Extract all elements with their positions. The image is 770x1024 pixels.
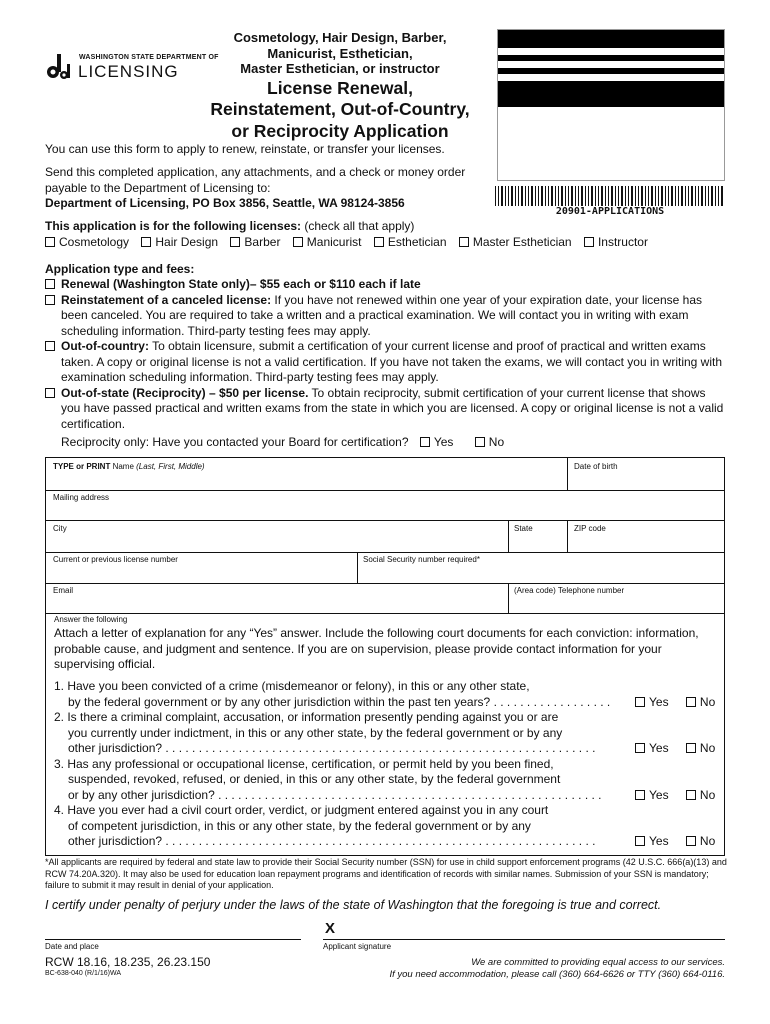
yes-label: Yes — [649, 741, 669, 755]
option-out-of-state[interactable] — [45, 386, 725, 433]
dob-field[interactable] — [574, 462, 618, 471]
barcode-icon — [495, 186, 725, 206]
license-option-label: Master Esthetician — [472, 235, 572, 249]
checkbox[interactable] — [45, 237, 55, 247]
dol-licensing-text: LICENSING — [78, 62, 179, 81]
reciprocity-no[interactable] — [475, 435, 504, 449]
office-bar — [498, 81, 724, 107]
title-main-2: Reinstatement, Out-of-Country, — [210, 99, 470, 119]
question-2-no[interactable] — [686, 741, 715, 755]
zip-label: ZIP code — [574, 524, 606, 533]
applicant-info-form — [45, 457, 725, 856]
checkbox[interactable] — [45, 341, 55, 351]
checkbox[interactable] — [635, 697, 645, 707]
yes-label: Yes — [433, 435, 454, 449]
questions-lead: Answer the following — [54, 615, 128, 624]
dol-department-text: WASHINGTON STATE DEPARTMENT OF — [79, 54, 219, 61]
out-of-country-label: Out-of-country: — [61, 339, 149, 353]
checkbox[interactable] — [584, 237, 594, 247]
name-label: Name — [110, 462, 137, 471]
reciprocity-question-text: Reciprocity only: Have you contacted your Board for certification? — [61, 435, 409, 449]
no-label: No — [699, 787, 716, 802]
perjury-certification: I certify under penalty of perjury under the laws of the state of Washington that the foregoing is true and correct. — [45, 898, 662, 912]
checkbox[interactable] — [635, 790, 645, 800]
question-2-answer — [635, 741, 715, 755]
question-4-line-2: of competent jurisdiction, in this or any other state, by the federal government or by any — [68, 818, 531, 833]
mailing-address-label: Mailing address — [53, 493, 110, 502]
license-option-esthetician[interactable] — [374, 235, 447, 249]
checkbox[interactable] — [635, 743, 645, 753]
dob-label: Date of birth — [574, 462, 618, 471]
state-field[interactable] — [514, 524, 533, 533]
name-field[interactable] — [53, 462, 205, 471]
license-option-instructor[interactable] — [584, 235, 648, 249]
question-4-line-3: other jurisdiction? . . . . . . . . . . . . . . . . . . . . . . . . . . . . . . . . . . . . . . . . . . . . . . . . . . . . . . . . . . . . . . . . . — [68, 834, 596, 848]
name-label-bold: TYPE or PRINT — [53, 462, 111, 471]
checkbox[interactable] — [459, 237, 469, 247]
accessibility-notice — [330, 957, 725, 981]
question-4-yes[interactable] — [635, 834, 669, 848]
checkbox[interactable] — [45, 388, 55, 398]
yes-label: Yes — [649, 694, 669, 709]
title-professions-2: Manicurist, Esthetician, — [267, 45, 413, 61]
renewal-label: Renewal (Washington State only) — [61, 277, 250, 291]
question-1-answer — [635, 695, 715, 709]
license-option-label: Cosmetology — [59, 235, 130, 249]
divider — [46, 490, 724, 491]
out-of-state-fee: – $50 per license. — [205, 385, 309, 400]
divider — [508, 583, 509, 613]
barcode-text: 20901-APPLICATIONS — [555, 206, 665, 217]
checkbox[interactable] — [635, 836, 645, 846]
license-number-field[interactable] — [53, 555, 178, 564]
question-3-line-2: suspended, revoked, refused, or denied, in this or any other state, by the federal government — [68, 772, 561, 786]
license-option-manicurist[interactable] — [293, 235, 362, 249]
office-bar — [498, 55, 724, 61]
license-option-hair-design[interactable] — [141, 235, 218, 249]
checkbox[interactable] — [141, 237, 151, 247]
out-of-country-text: To obtain licensure, submit a certification of your current license and proof of practical and written exams taken. A copy or original license is not a valid certification. If you have not taken the exams, we will contact you in writing with examination scheduling information. Third-party testing fees may apply. — [61, 339, 723, 384]
rcw-citation: RCW 18.16, 18.235, 26.23.150 — [45, 955, 211, 969]
zip-field[interactable] — [574, 524, 606, 533]
license-option-master-esthetician[interactable] — [459, 235, 572, 249]
question-1-yes[interactable] — [635, 695, 669, 709]
renewal-fee: – $55 each or $110 each if late — [249, 277, 421, 291]
checkbox[interactable] — [420, 437, 430, 447]
question-3-answer — [635, 788, 715, 802]
license-option-cosmetology[interactable] — [45, 235, 129, 249]
intro-line-1: You can use this form to apply to renew, reinstate, or transfer your licenses. — [45, 142, 445, 156]
license-option-barber[interactable] — [230, 235, 280, 249]
license-option-label: Manicurist — [306, 235, 362, 249]
city-field[interactable] — [53, 524, 67, 533]
yes-label: Yes — [649, 787, 669, 802]
title-main-3: or Reciprocity Application — [231, 120, 449, 141]
checkbox[interactable] — [475, 437, 485, 447]
form-title — [195, 30, 485, 141]
email-label: Email — [53, 586, 74, 595]
question-1-line-1: 1. Have you been convicted of a crime (misdemeanor or felony), in this or any other state, — [54, 679, 530, 693]
checkbox[interactable] — [293, 237, 303, 247]
question-1-line-2: by the federal government or by any other jurisdiction within the past ten years? . . . . . . . . . . . . . . . . . . — [68, 694, 611, 709]
divider — [567, 520, 568, 552]
email-field[interactable] — [53, 586, 73, 595]
checkbox[interactable] — [374, 237, 384, 247]
question-4-line-1: 4. Have you ever had a civil court order, verdict, or judgment entered against you in any court — [54, 803, 549, 817]
background-questions — [46, 613, 724, 673]
licenses-heading-text: This application is for the following licenses: — [45, 219, 302, 233]
no-label: No — [699, 741, 716, 755]
title-professions-3: Master Esthetician, or instructor — [240, 61, 440, 76]
divider — [567, 458, 568, 490]
divider — [508, 520, 509, 552]
question-3-no[interactable] — [686, 788, 715, 802]
out-of-state-text: To obtain reciprocity, submit certification of your current license that shows you have passed practical and written exams from the state in which you are licensed. A copy or original license is not a valid certification. — [61, 385, 724, 431]
reciprocity-yes[interactable] — [420, 435, 454, 449]
signature-x-mark: X — [325, 920, 336, 937]
checkbox[interactable] — [686, 743, 696, 753]
accessibility-line-2: If you need accommodation, please call (360) 664-6626 or TTY (360) 664-0116. — [389, 969, 725, 980]
date-place-line[interactable] — [45, 939, 301, 940]
form-number: BC-638-040 (R/1/16)WA — [45, 970, 121, 977]
license-checkbox-row — [45, 235, 657, 249]
title-professions-1: Cosmetology, Hair Design, Barber, — [233, 30, 447, 45]
no-label: No — [699, 834, 716, 848]
out-of-state-label: Out-of-state (Reciprocity) — [61, 385, 206, 400]
intro-line-3: payable to the Department of Licensing to: — [45, 180, 271, 195]
option-out-of-country[interactable] — [45, 339, 725, 386]
mailing-address-field[interactable] — [53, 493, 109, 502]
title-main-1: License Renewal, — [267, 77, 413, 98]
questions-instructions: Attach a letter of explanation for any “Yes” answer. Include the following court documents for each conviction: information, probable cause, and judgment and sentence. If you are on supervision, please provide contact information for your supervising official. — [54, 626, 699, 671]
application-type-heading: Application type and fees: — [45, 262, 195, 276]
ssn-disclosure-note: *All applicants are required by federal and state law to provide their Social Security number (SSN) for use in child support enforcement programs (42 U.S.C. 666(a)(13) and RCW 74.20A.320). It may also be used for education loan repayment programs and identification of records with similar names. Submission of your SSN is mandatory; failure to submit it may result in denial of your application. — [45, 857, 727, 890]
question-4-no[interactable] — [686, 834, 715, 848]
phone-field[interactable] — [514, 586, 624, 595]
reinstatement-label: Reinstatement of a canceled license: — [61, 292, 272, 307]
reciprocity-question — [61, 435, 504, 451]
divider — [46, 583, 724, 584]
name-label-note: (Last, First, Middle) — [136, 462, 205, 471]
question-2-yes[interactable] — [635, 741, 669, 755]
intro-line-2: Send this completed application, any attachments, and a check or money order — [45, 165, 466, 179]
checkbox[interactable] — [686, 836, 696, 846]
applicant-signature-label: Applicant signature — [323, 942, 392, 951]
reinstatement-text: If you have not renewed within one year of your expiration date, your license has been canceled. You are required to take a written and a practical examination. We will contact you in writing with exam scheduling information. Third-party testing fees may apply. — [61, 292, 702, 338]
checkbox[interactable] — [45, 279, 55, 289]
license-option-label: Esthetician — [387, 235, 447, 249]
checkbox[interactable] — [230, 237, 240, 247]
question-4-answer — [635, 834, 715, 848]
state-label: State — [514, 524, 533, 533]
checkbox[interactable] — [686, 697, 696, 707]
office-use-box — [497, 29, 725, 181]
license-number-label: Current or previous license number — [53, 555, 178, 564]
question-3-yes[interactable] — [635, 788, 669, 802]
divider — [357, 552, 358, 583]
ssn-field[interactable] — [363, 555, 480, 564]
dol-logo-mark-icon — [45, 54, 73, 80]
question-3-line-1: 3. Has any professional or occupational license, certification, or permit held by you been fined, — [54, 756, 554, 771]
city-label: City — [53, 524, 67, 533]
question-2-line-3: other jurisdiction? . . . . . . . . . . . . . . . . . . . . . . . . . . . . . . . . . . . . . . . . . . . . . . . . . . . . . . . . . . . . . . . . . — [68, 741, 596, 755]
office-bar — [498, 68, 724, 74]
signature-line[interactable] — [323, 939, 725, 940]
mailing-address: Department of Licensing, PO Box 3856, Seattle, WA 98124-3856 — [45, 196, 405, 210]
office-bar — [498, 30, 724, 48]
checkbox[interactable] — [686, 790, 696, 800]
question-3-line-3: or by any other jurisdiction? . . . . . . . . . . . . . . . . . . . . . . . . . . . . . . . . . . . . . . . . . . . . . . . . . . . . . . . . . . — [68, 787, 602, 802]
licenses-heading — [45, 219, 414, 235]
question-1-no[interactable] — [686, 695, 715, 709]
phone-label: (Area code) Telephone number — [514, 586, 625, 595]
dol-logo — [45, 52, 219, 81]
option-reinstatement[interactable] — [45, 293, 725, 340]
license-option-label: Barber — [244, 235, 281, 249]
licenses-heading-note: (check all that apply) — [304, 219, 415, 233]
question-2-line-2: you currently under indictment, in this or any other state, by the federal government or by any — [68, 725, 563, 740]
divider — [46, 552, 724, 553]
license-option-label: Instructor — [597, 235, 648, 249]
question-2-line-1: 2. Is there a criminal complaint, accusation, or information presently pending against you or are — [54, 710, 559, 724]
yes-label: Yes — [649, 834, 669, 848]
checkbox[interactable] — [45, 295, 55, 305]
accessibility-line-1: We are committed to providing equal access to our services. — [471, 957, 725, 968]
license-option-label: Hair Design — [155, 235, 219, 249]
option-renewal[interactable] — [45, 277, 725, 293]
no-label: No — [488, 435, 505, 449]
date-place-label: Date and place — [45, 942, 99, 951]
ssn-label: Social Security number required* — [363, 555, 480, 564]
divider — [46, 520, 724, 521]
no-label: No — [699, 694, 716, 709]
